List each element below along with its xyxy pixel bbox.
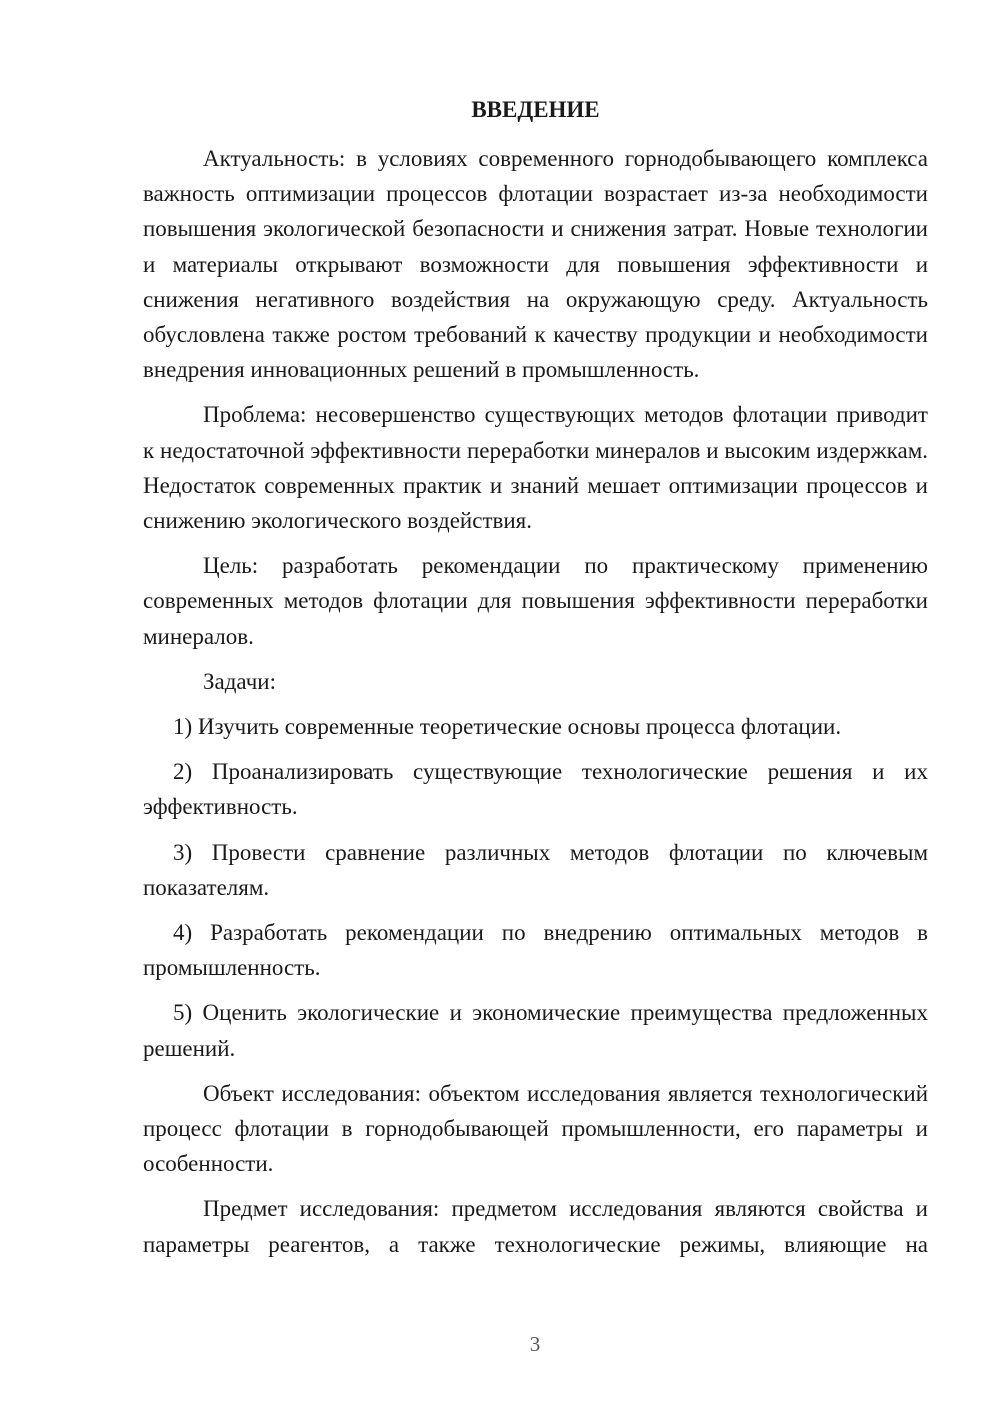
task-item-5: 5) Оценить экологические и экономические преимущества предложенных решений.	[143, 1000, 928, 1061]
paragraph-problem: Проблема: несовершенство существующих методов флотации приводит к недостаточной эффективности переработки минералов и высоким издержкам. Недостаток современных практик и знаний мешает оптимизации процессов и снижению экологического воздействия.	[143, 402, 928, 534]
document-page	[143, 92, 928, 1262]
paragraph-relevance: Актуальность: в условиях современного горнодобывающего комплекса важность оптимизации процессов флотации возрастает из-за необходимости повышения экологической безопасности и снижения затрат. Новые технологии и материалы открывают возможности для повышения эффективности и снижения негативного воздействия на окружающую среду. Актуальность обусловлена также ростом требований к качеству продукции и необходимости внедрения инновационных решений в промышленность.	[143, 146, 928, 383]
paragraph-subject: Предмет исследования: предметом исследования являются свойства и параметры реагентов, а также технологические режимы, влияющие на	[143, 1196, 928, 1257]
paragraph-object: Объект исследования: объектом исследования является технологический процесс флотации в горнодобывающей промышленности, его параметры и особенности.	[143, 1080, 928, 1177]
task-item-4: 4) Разработать рекомендации по внедрению оптимальных методов в промышленность.	[143, 920, 928, 981]
task-item-1: 1) Изучить современные теоретические основы процесса флотации.	[173, 714, 842, 740]
page-number: 3	[529, 1332, 541, 1356]
section-title: ВВЕДЕНИЕ	[471, 97, 600, 122]
paragraph-goal: Цель: разработать рекомендации по практическому применению современных методов флотации для повышения эффективности переработки минералов.	[143, 553, 928, 649]
tasks-heading: Задачи:	[203, 668, 276, 694]
task-item-3: 3) Провести сравнение различных методов флотации по ключевым показателям.	[143, 839, 928, 900]
task-item-2: 2) Проанализировать существующие технологические решения и их эффективность.	[143, 759, 928, 820]
